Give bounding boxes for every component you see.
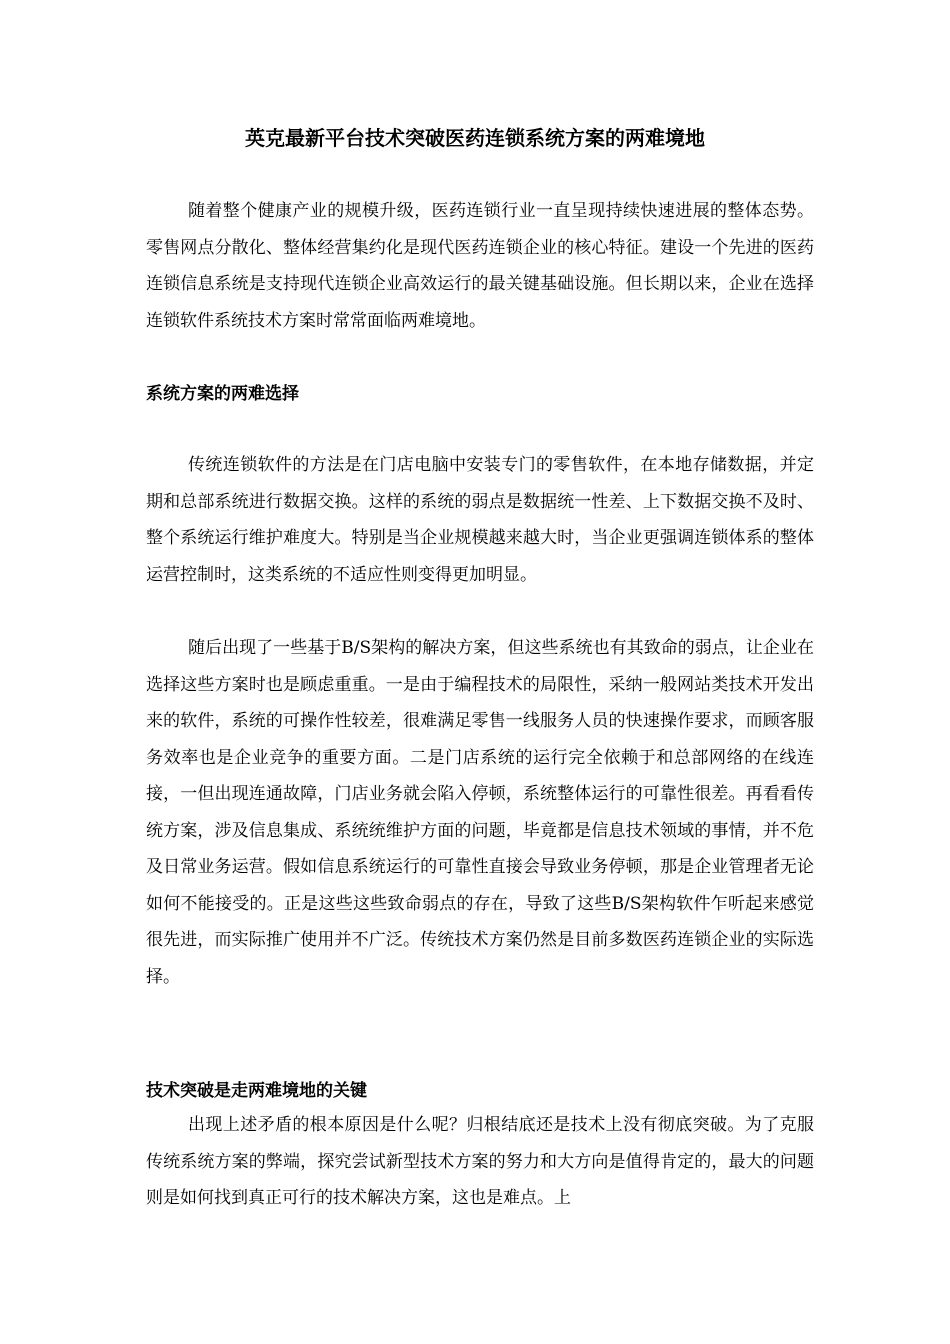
document-title: 英克最新平台技术突破医药连锁系统方案的两难境地	[245, 126, 705, 150]
section-heading-breakthrough: 技术突破是走两难境地的关键	[146, 1081, 367, 1101]
section-heading-dilemma: 系统方案的两难选择	[146, 384, 299, 404]
body-paragraph-root-cause: 出现上述矛盾的根本原因是什么呢？归根结底还是技术上没有彻底突破。为了克服传统系统方案的弊端，探究尝试新型技术方案的努力和大方向是值得肯定的，最大的问题则是如何找到真正可行的技术解决方案，这也是难点。上	[146, 1115, 814, 1208]
body-paragraph-bs-architecture: 随后出现了一些基于B/S架构的解决方案，但这些系统也有其致命的弱点，让企业在选择这些方案时也是顾虑重重。一是由于编程技术的局限性，采纳一般网站类技术开发出来的软件，系统的可操作性较差，很难满足零售一线服务人员的快速操作要求，而顾客服务效率也是企业竞争的重要方面。二是门店系统的运行完全依赖于和总部网络的在线连接，一但出现连通故障，门店业务就会陷入停顿，系统整体运行的可靠性很差。再看看传统方案，涉及信息集成、系统统维护方面的问题，毕竟都是信息技术领域的事情，并不危及日常业务运营。假如信息系统运行的可靠性直接会导致业务停顿，那是企业管理者无论如何不能接受的。正是这些这些致命弱点的存在，导致了这些B/S架构软件乍听起来感觉很先进，而实际推广使用并不广泛。传统技术方案仍然是目前多数医药连锁企业的实际选择。	[146, 638, 814, 987]
intro-paragraph: 随着整个健康产业的规模升级，医药连锁行业一直呈现持续快速进展的整体态势。零售网点分散化、整体经营集约化是现代医药连锁企业的核心特征。建设一个先进的医药连锁信息系统是支持现代连锁企业高效运行的最关键基础设施。但长期以来，企业在选择连锁软件系统技术方案时常常面临两难境地。	[146, 201, 814, 331]
body-paragraph-traditional: 传统连锁软件的方法是在门店电脑中安装专门的零售软件，在本地存储数据，并定期和总部系统进行数据交换。这样的系统的弱点是数据统一性差、上下数据交换不及时、整个系统运行维护难度大。特别是当企业规模越来越大时，当企业更强调连锁体系的整体运营控制时，这类系统的不适应性则变得更加明显。	[146, 455, 814, 585]
